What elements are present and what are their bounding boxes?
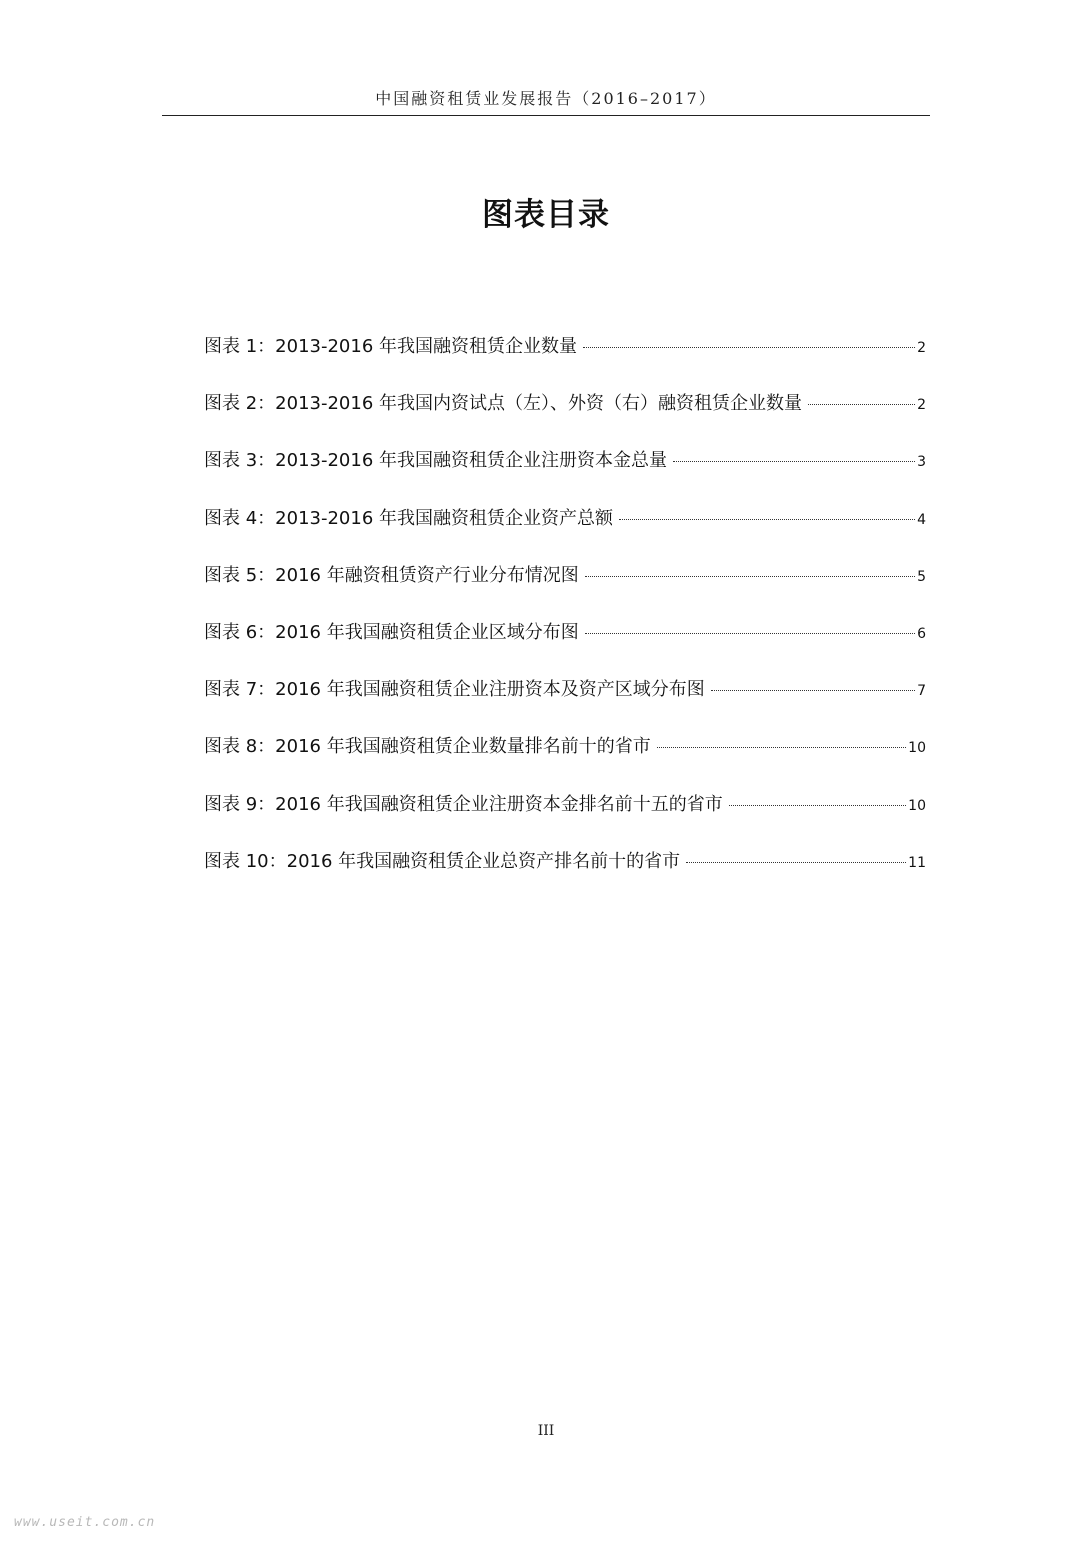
toc-entry-page: 3: [917, 454, 926, 471]
toc-leader-dots: [585, 633, 915, 634]
toc-leader-dots: [729, 805, 906, 806]
page-number: III: [537, 1423, 555, 1439]
toc-entry[interactable]: [204, 677, 926, 734]
toc-entry-label: 图表 4：2013-2016 年我国融资租赁企业资产总额: [204, 507, 614, 529]
toc-entry-label: 图表 8：2016 年我国融资租赁企业数量排名前十的省市: [204, 736, 651, 758]
toc-entry[interactable]: [204, 620, 926, 677]
toc-entry-label: 图表 10：2016 年我国融资租赁企业总资产排名前十的省市: [204, 850, 681, 872]
toc-entry-page: 6: [917, 625, 926, 642]
toc-entry-page: 5: [917, 568, 926, 585]
toc-leader-dots: [711, 690, 915, 691]
toc-entry-page: 2: [917, 340, 926, 356]
toc-leader-dots: [585, 576, 915, 577]
toc-leader-dots: [583, 347, 915, 348]
page-title: 图表目录: [482, 197, 610, 233]
watermark: www.useit.com.cn: [14, 1515, 156, 1530]
toc-entry-label: 图表 1：2013-2016 年我国融资租赁企业数量: [204, 336, 578, 357]
toc-entry-page: 10: [908, 740, 926, 757]
toc-leader-dots: [808, 404, 915, 405]
toc-entry-page: 10: [908, 797, 926, 814]
toc-leader-dots: [657, 747, 906, 748]
header-rule: [162, 115, 930, 116]
toc-entry[interactable]: [204, 792, 926, 849]
toc-entry-label: 图表 5：2016 年融资租赁资产行业分布情况图: [204, 564, 579, 586]
toc-leader-dots: [619, 519, 915, 520]
toc-entry[interactable]: [204, 563, 926, 620]
toc-list: [204, 334, 926, 906]
toc-leader-dots: [686, 862, 906, 863]
toc-entry-label: 图表 7：2016 年我国融资租赁企业注册资本及资产区域分布图: [204, 679, 705, 701]
toc-entry[interactable]: [204, 849, 926, 906]
toc-entry-label: 图表 6：2016 年我国融资租赁企业区域分布图: [204, 621, 579, 643]
toc-entry[interactable]: [204, 734, 926, 791]
toc-entry-page: 4: [917, 511, 926, 528]
toc-entry[interactable]: [204, 506, 926, 563]
toc-entry[interactable]: [204, 334, 926, 391]
running-header: 中国融资租赁业发展报告（2016–2017）: [375, 89, 717, 108]
toc-entry-page: 11: [908, 854, 926, 871]
toc-leader-dots: [673, 461, 915, 462]
toc-entry[interactable]: [204, 391, 926, 448]
toc-entry-page: 2: [917, 397, 926, 414]
toc-entry-page: 7: [917, 683, 926, 700]
toc-entry[interactable]: [204, 448, 926, 505]
toc-entry-label: 图表 3：2013-2016 年我国融资租赁企业注册资本金总量: [204, 450, 668, 472]
toc-entry-label: 图表 9：2016 年我国融资租赁企业注册资本金排名前十五的省市: [204, 793, 723, 815]
toc-entry-label: 图表 2：2013-2016 年我国内资试点（左）、外资（右）融资租赁企业数量: [204, 393, 803, 415]
